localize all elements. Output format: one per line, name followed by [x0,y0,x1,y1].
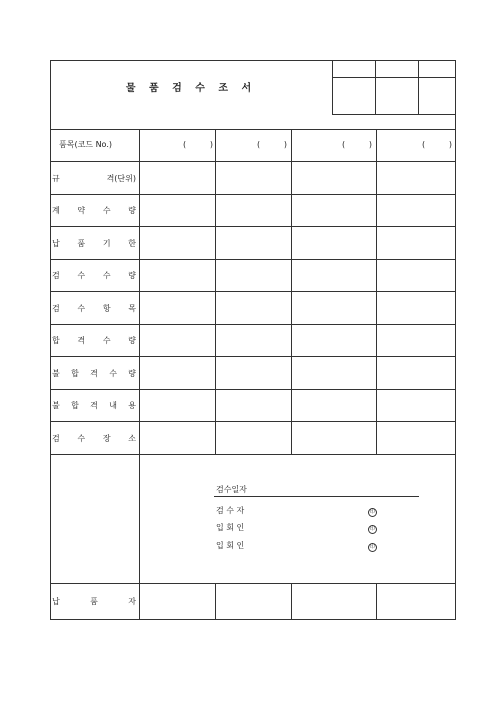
code-paren-field [257,140,287,149]
code-paren-field [422,140,452,149]
row-label-char: 불 [52,401,60,410]
inspection-form [50,60,455,619]
seal-mark-icon: 印 [369,509,375,515]
grid-col-line [291,129,292,454]
item-code-label: 품목(코드 No.) [59,140,112,149]
row-label-char: 기 [102,238,111,248]
row-label-char: 내 [109,401,117,410]
deliverer-label-char: 납 [52,597,60,606]
grid-row-line [50,389,455,390]
row-label-char: 계 [52,206,60,215]
row-label [50,173,138,184]
approval-box-divider [418,60,419,114]
row-label-char: 수 [102,336,111,345]
border-top [50,60,456,61]
row-label-char: 량 [128,271,136,280]
row-label-char: 합 [71,368,79,378]
inspector-label: 검 수 자 [216,506,245,515]
grid-col-line [139,129,140,454]
row-label-char: 격 [90,401,98,410]
grid-row-line [50,421,455,422]
row-label [50,238,138,249]
row-label-char: 소 [128,433,136,443]
grid-col-line [376,129,377,454]
form-title: 물 품 검 수 조 서 [125,83,257,94]
row-label [50,270,138,281]
row-label [50,400,138,411]
grid-col-line [376,583,377,619]
row-label-char: 품 [77,238,86,248]
row-label-char: 수 [109,368,117,378]
witness-label-2: 입 회 인 [216,541,245,550]
paren-close: ) [448,140,452,149]
row-label-char: 목 [128,303,136,313]
border-right [455,60,456,619]
row-label-char: 수 [77,303,86,313]
row-label-char: 격 [90,368,98,378]
witness-label-1: 입 회 인 [216,523,245,532]
grid-row-line [50,226,455,227]
approval-box-header-line [332,77,455,78]
row-label-char: 검 [52,303,60,313]
grid-row-line [50,324,455,325]
row-label-char: 약 [77,206,86,215]
approval-box-bottom [332,114,455,115]
paren-open: ( [257,140,261,149]
inspection-date-label: 검수일자 [216,485,247,494]
seal-mark-icon: 印 [369,544,375,550]
row-label-char: 불 [52,368,60,378]
row-label [50,205,138,216]
row-label [50,433,138,444]
grid-col-line [215,583,216,619]
deliverer-label-char: 자 [128,597,136,606]
row-label-char: 합 [71,401,79,410]
paren-open: ( [183,140,187,149]
row-label-char: 량 [128,336,136,345]
deliverer-label [50,596,138,607]
row-label-char: 항 [102,303,111,313]
row-label-char: 수 [77,271,86,280]
grid-row-line [50,161,455,162]
paren-close: ) [368,140,372,149]
grid-row-line [50,129,455,130]
grid-row-line [50,454,455,455]
grid-col-line [139,454,140,583]
row-label-char: 수 [77,433,86,443]
row-label [50,335,138,346]
code-paren-field [342,140,372,149]
border-bottom [50,619,456,620]
row-label-char: 한 [128,238,136,248]
paren-close: ) [283,140,287,149]
row-label-char: 검 [52,271,60,280]
row-label-char: 장 [102,433,111,443]
row-label [50,368,138,379]
row-label-char: 격 [77,336,86,345]
grid-row-line [50,291,455,292]
inspection-date-underline [214,496,419,497]
approval-box-left [332,60,333,114]
paren-close: ) [209,140,213,149]
row-label-part: 격(단위) [106,173,136,183]
paren-open: ( [422,140,426,149]
grid-row-line [50,259,455,260]
grid-row-line [50,194,455,195]
grid-row-line [50,583,455,584]
row-label-char: 검 [52,433,60,443]
grid-col-line [291,583,292,619]
grid-col-line [215,129,216,454]
deliverer-label-char: 품 [90,597,98,606]
grid-row-line [50,356,455,357]
approval-box-divider [375,60,376,114]
row-label-part: 규 [52,173,60,183]
row-label-char: 량 [128,206,136,215]
row-label [50,303,138,314]
code-paren-field [183,140,213,149]
row-label-char: 용 [128,401,136,410]
row-label-char: 량 [128,368,136,378]
row-label-char: 합 [52,336,60,345]
grid-col-line [139,583,140,619]
row-label-char: 납 [52,238,60,248]
row-label-char: 수 [102,271,111,280]
seal-mark-icon: 印 [369,526,375,532]
row-label-char: 수 [102,206,111,215]
paren-open: ( [342,140,346,149]
